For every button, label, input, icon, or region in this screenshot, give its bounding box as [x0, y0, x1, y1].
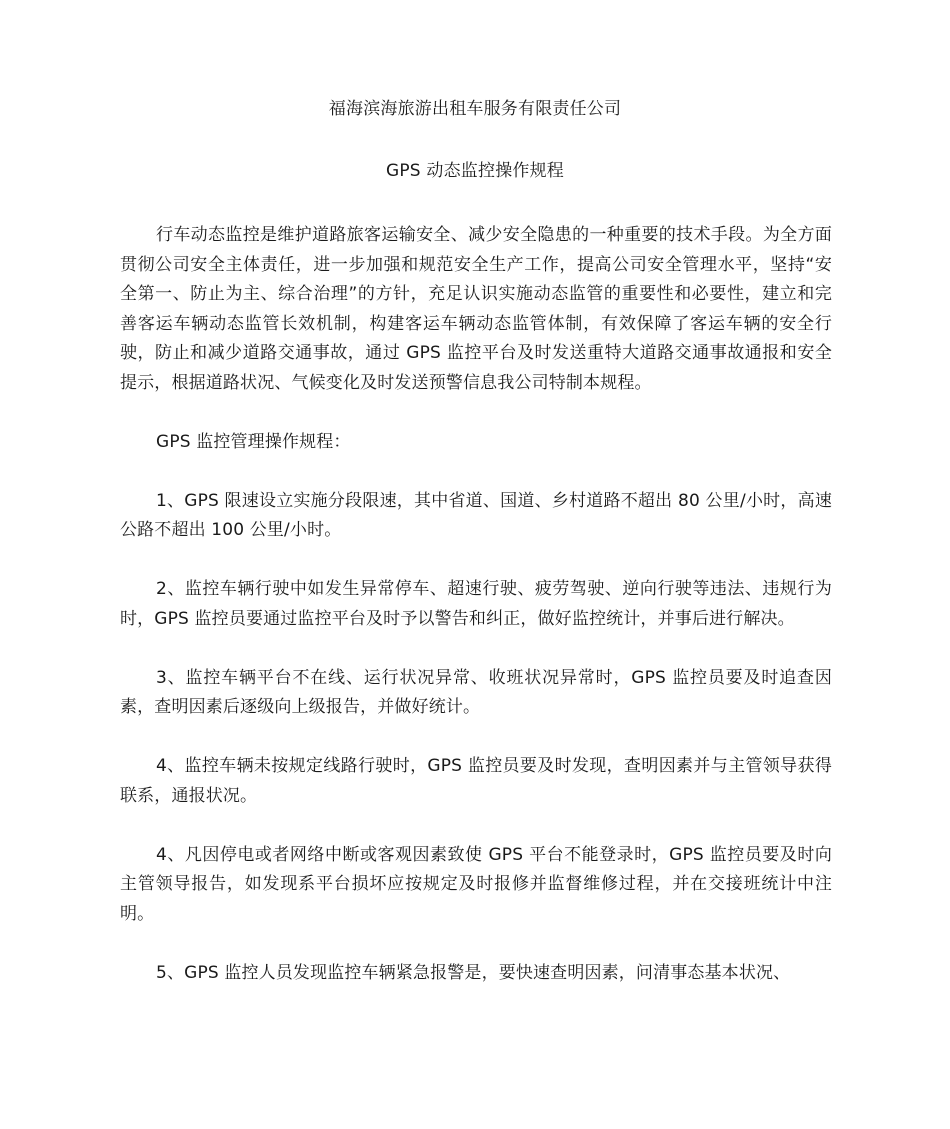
paragraph-spacer [120, 546, 832, 576]
section-heading: GPS 监控管理操作规程： [156, 431, 351, 452]
rule-item-3: 3、监控车辆平台不在线、运行状况异常、收班状况异常时，GPS 监控员要及时追查因素，查明因素后逐级向上级报告，并做好统计。 [120, 667, 832, 717]
rule-item-5: 5、GPS 监控人员发现监控车辆紧急报警是，要快速查明因素，问清事态基本状况、 [156, 962, 791, 983]
document-title: GPS 动态监控操作规程 [385, 161, 565, 181]
paragraph-spacer [120, 398, 832, 428]
rule-item-2: 2、监控车辆行驶中如发生异常停车、超速行驶、疲劳驾驶、逆向行驶等违法、违规行为时，GPS 监控员要通过监控平台及时予以警告和纠正，做好监控统计，并事后进行解决。 [120, 579, 832, 629]
paragraph-spacer [120, 929, 832, 959]
intro-paragraph: 行车动态监控是维护道路旅客运输安全、减少安全隐患的一种重要的技术手段。为全方面贯彻公司安全主体责任，进一步加强和规范安全生产工作，提高公司安全管理水平，坚持“安全第一、防止为主、综合治理”的方针，充足认识实施动态监管的重要性和必要性，建立和完善客运车辆动态监管长效机制，构建客运车辆动态监管体制，有效保障了客运车辆的安全行驶，防止和减少道路交通事故，通过 GPS 监控平台及时发送重特大道路交通事故通报和安全提示，根据道路状况、气候变化及时发送预警信息我公司特制本规程。 [120, 225, 832, 393]
rule-item-4b: 4、凡因停电或者网络中断或客观因素致使 GPS 平台不能登录时，GPS 监控员要及时向主管领导报告，如发现系平台损坏应按规定及时报修并监督维修过程，并在交接班统计中注明。 [120, 844, 832, 924]
document-body [120, 221, 832, 988]
paragraph-spacer [120, 457, 832, 487]
rule-item-1: 1、GPS 限速设立实施分段限速，其中省道、国道、乡村道路不超出 80 公里/小时，高速公路不超出 100 公里/小时。 [120, 490, 832, 540]
paragraph-spacer [120, 723, 832, 753]
paragraph-spacer [120, 811, 832, 841]
rule-item-4a: 4、监控车辆未按规定线路行驶时，GPS 监控员要及时发现，查明因素并与主管领导获得联系，通报状况。 [120, 756, 832, 806]
paragraph-spacer [120, 634, 832, 664]
company-name-heading: 福海滨海旅游出租车服务有限责任公司 [328, 99, 622, 119]
